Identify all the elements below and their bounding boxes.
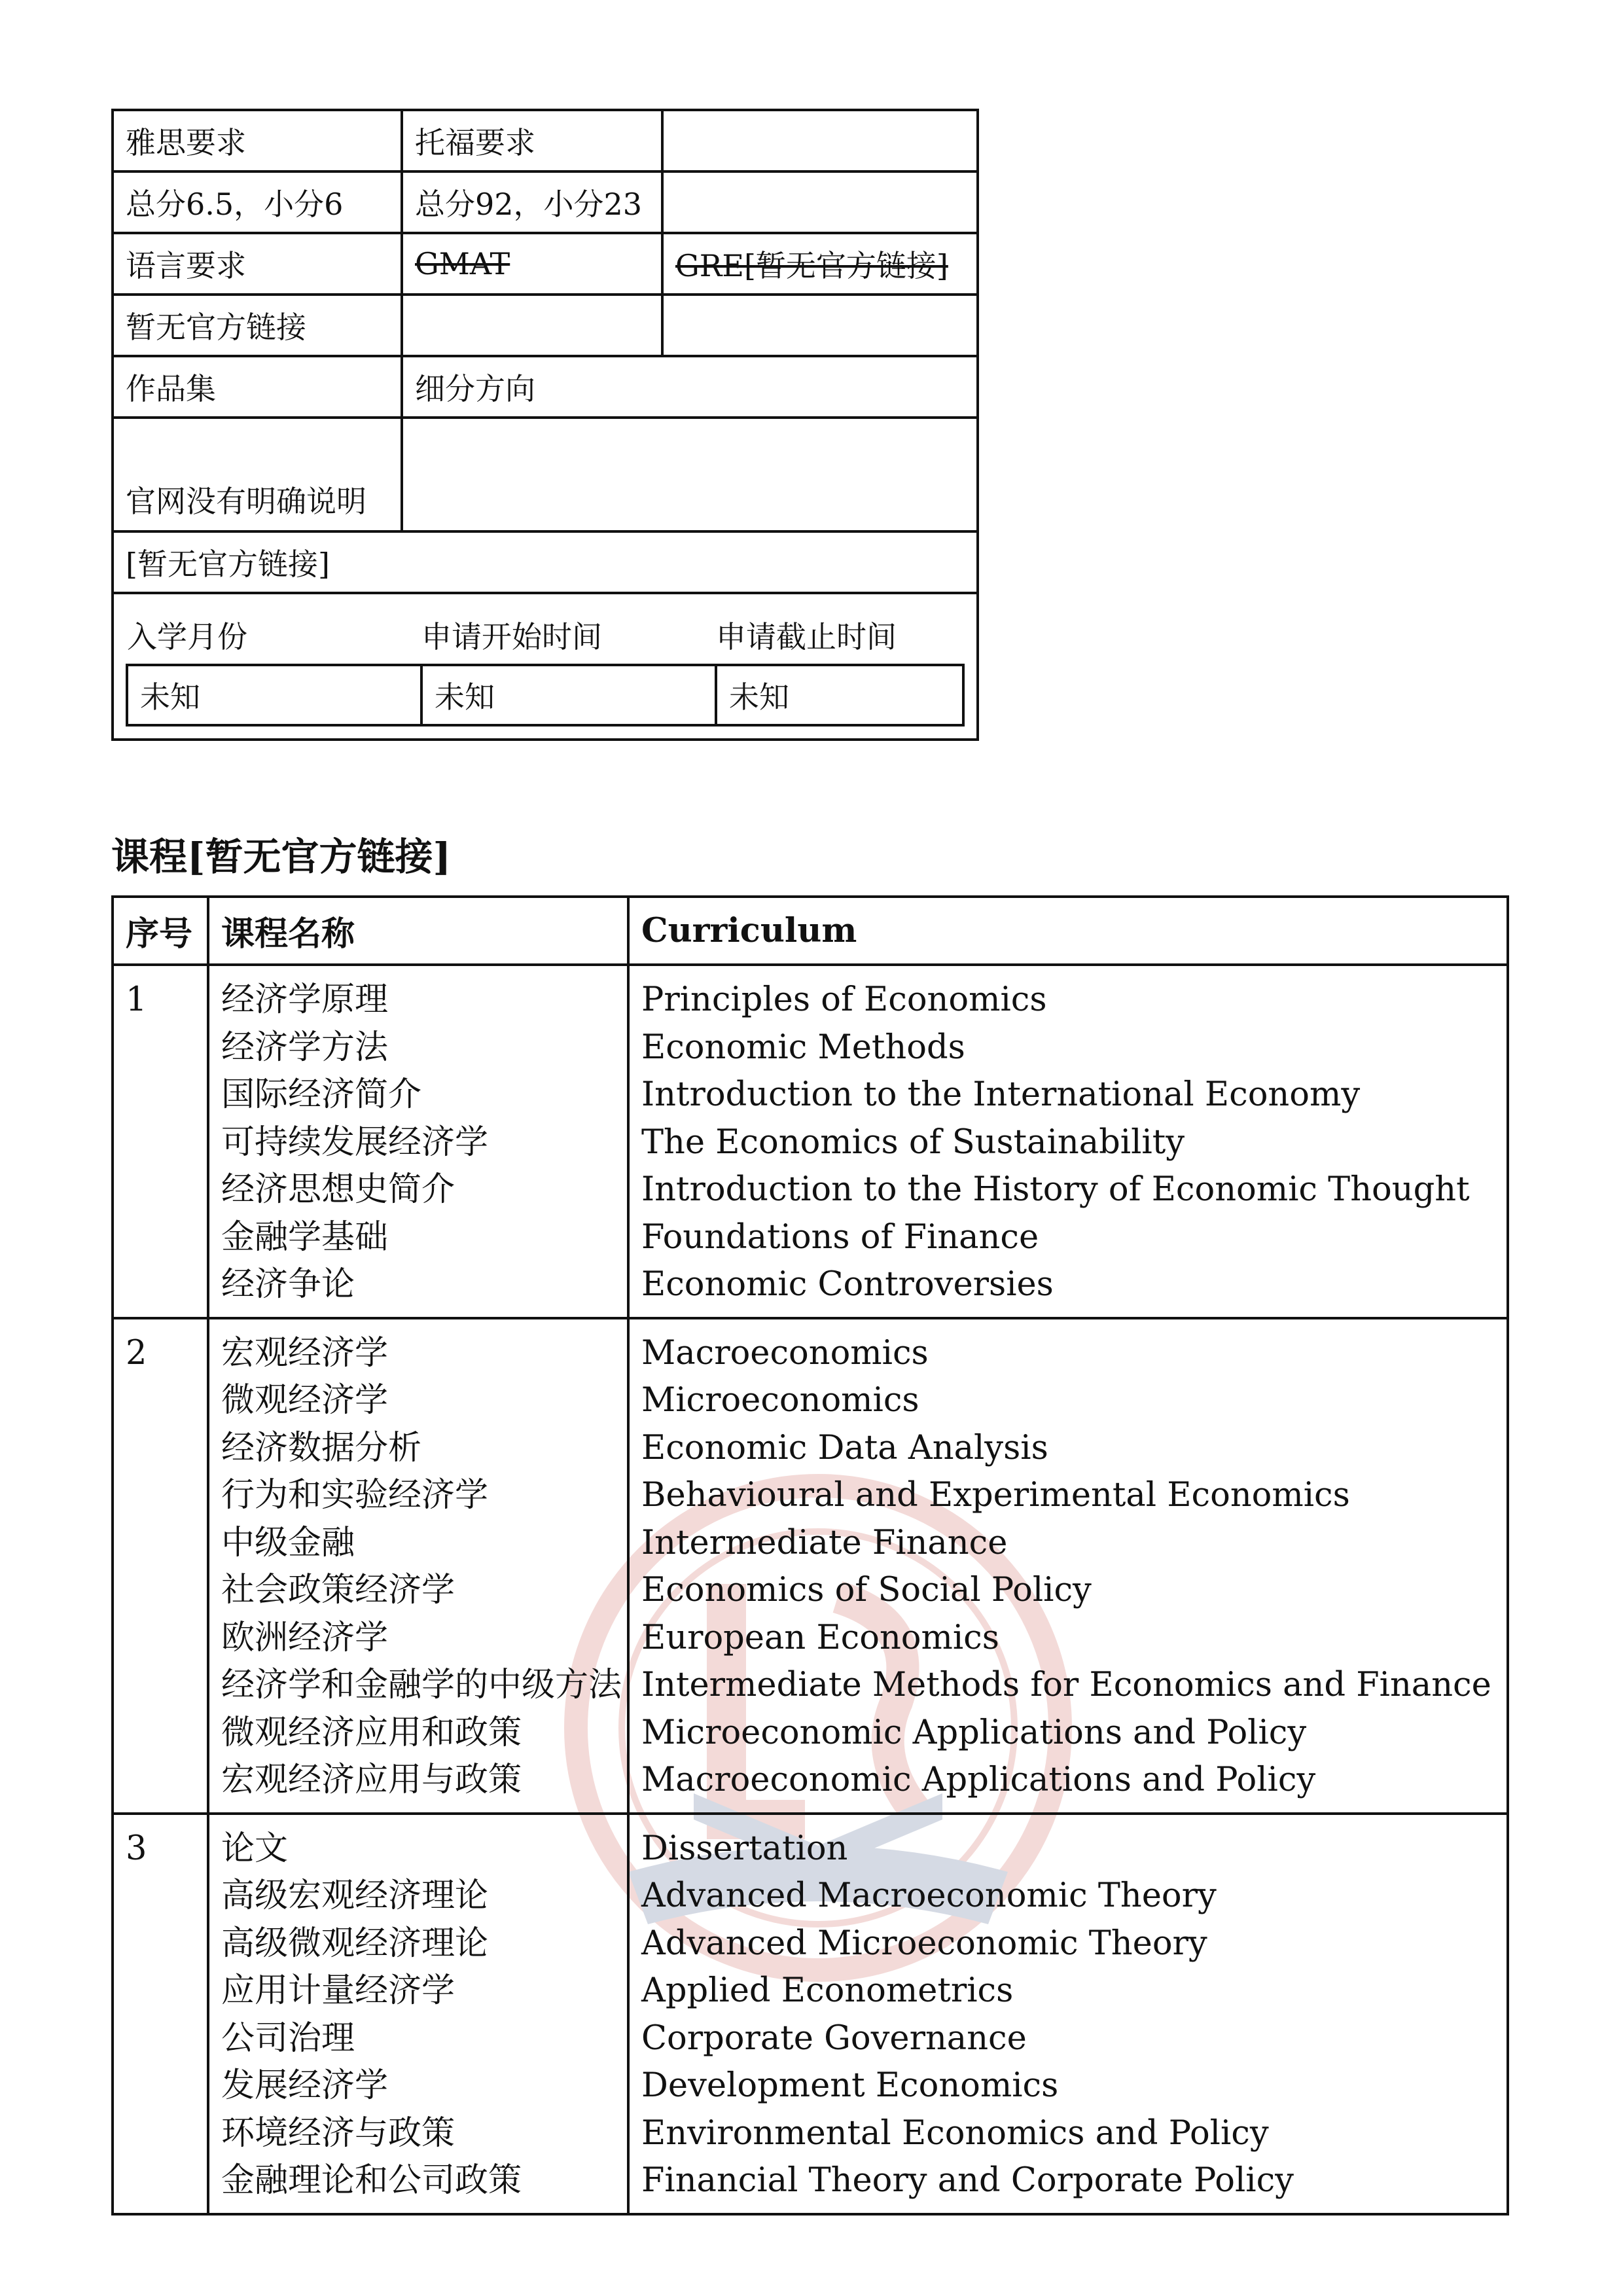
- list-item: 欧洲经济学: [221, 1618, 389, 1657]
- list-item: 金融学基础: [221, 1217, 389, 1257]
- no-official-link-note: [暂无官方链接]: [113, 531, 978, 593]
- list-item: Principles of Economics: [641, 980, 1047, 1019]
- portfolio-value: 官网没有明确说明: [113, 418, 402, 531]
- list-item: 公司治理: [221, 2018, 355, 2058]
- year-number: 3: [113, 1814, 208, 2214]
- gmat-label: GMAT: [402, 233, 662, 295]
- list-item: 宏观经济学: [221, 1333, 389, 1372]
- list-item: Microeconomics: [641, 1381, 919, 1420]
- list-item: 经济学和金融学的中级方法: [221, 1666, 622, 1704]
- list-item: 经济思想史简介: [221, 1170, 455, 1209]
- list-item: 经济学原理: [221, 980, 389, 1019]
- list-item: 应用计量经济学: [221, 1971, 455, 2010]
- language-link-note: 暂无官方链接: [113, 295, 402, 356]
- list-item: 经济学方法: [221, 1028, 389, 1067]
- list-item: 宏观经济应用与政策: [221, 1761, 522, 1799]
- list-item: Intermediate Finance: [641, 1523, 1008, 1562]
- course-names-en: [628, 1318, 1508, 1814]
- year-number: 1: [113, 965, 208, 1318]
- table-row: [113, 965, 1508, 1318]
- list-item: Macroeconomic Applications and Policy: [641, 1761, 1316, 1799]
- specialization-value: [402, 418, 978, 531]
- list-item: Behavioural and Experimental Economics: [641, 1476, 1350, 1515]
- list-item: 行为和实验经济学: [221, 1476, 489, 1515]
- list-item: Advanced Microeconomic Theory: [641, 1924, 1207, 1963]
- list-item: Economics of Social Policy: [641, 1571, 1092, 1609]
- table-row: [113, 110, 978, 171]
- empty-cell: [662, 295, 978, 356]
- list-item: 中级金融: [221, 1523, 355, 1562]
- list-item: Environmental Economics and Policy: [641, 2113, 1269, 2153]
- list-item: Advanced Macroeconomic Theory: [641, 1876, 1217, 1915]
- empty-cell: [402, 295, 662, 356]
- toefl-score: 总分92，小分23: [402, 171, 662, 233]
- intake-month-value: 未知: [127, 665, 421, 725]
- list-item: European Economics: [641, 1618, 999, 1657]
- course-names-en: [628, 1814, 1508, 2214]
- course-names-cn: [208, 1318, 628, 1814]
- list-item: Dissertation: [641, 1829, 848, 1868]
- list-item: Foundations of Finance: [641, 1217, 1039, 1257]
- course-names-cn: [208, 965, 628, 1318]
- gre-label: GRE[暂无官方链接]: [662, 233, 978, 295]
- list-item: 环境经济与政策: [221, 2113, 455, 2153]
- table-row: [113, 1814, 1508, 2214]
- list-item: Economic Data Analysis: [641, 1428, 1048, 1467]
- list-item: Corporate Governance: [641, 2018, 1027, 2058]
- column-header-course-name: 课程名称: [208, 897, 628, 965]
- table-row: [113, 356, 978, 418]
- empty-cell: [662, 110, 978, 171]
- list-item: Economic Methods: [641, 1028, 965, 1067]
- list-item: 国际经济简介: [221, 1075, 422, 1114]
- list-item: 微观经济应用和政策: [221, 1713, 522, 1752]
- table-row: [113, 418, 978, 531]
- curriculum-section-title: 课程[暂无官方链接]: [111, 834, 451, 879]
- list-item: Applied Econometrics: [641, 1971, 1014, 2010]
- ielts-score: 总分6.5，小分6: [113, 171, 402, 233]
- table-row: [113, 171, 978, 233]
- list-item: 经济争论: [221, 1265, 355, 1304]
- application-start-value: 未知: [421, 665, 716, 725]
- empty-cell: [662, 171, 978, 233]
- list-item: 论文: [221, 1829, 289, 1868]
- application-start-label: 申请开始时间: [421, 606, 716, 665]
- list-item: Development Economics: [641, 2066, 1059, 2105]
- list-item: 可持续发展经济学: [221, 1122, 489, 1162]
- application-dates-cell: [113, 593, 978, 740]
- ielts-label: 雅思要求: [113, 110, 402, 171]
- list-item: Financial Theory and Corporate Policy: [641, 2161, 1294, 2200]
- course-names-en: [628, 965, 1508, 1318]
- table-row: [113, 295, 978, 356]
- intake-month-label: 入学月份: [127, 606, 421, 665]
- list-item: Economic Controversies: [641, 1265, 1054, 1304]
- list-item: 高级宏观经济理论: [221, 1876, 489, 1915]
- toefl-label: 托福要求: [402, 110, 662, 171]
- column-header-number: 序号: [113, 897, 208, 965]
- list-item: 微观经济学: [221, 1381, 389, 1420]
- list-item: The Economics of Sustainability: [641, 1122, 1185, 1162]
- portfolio-label: 作品集: [113, 356, 402, 418]
- table-row: [113, 531, 978, 593]
- language-requirement-label: 语言要求: [113, 233, 402, 295]
- year-number: 2: [113, 1318, 208, 1814]
- curriculum-table: [111, 895, 1509, 2215]
- application-dates-table: [126, 606, 965, 726]
- requirements-table: [111, 109, 979, 741]
- list-item: Intermediate Methods for Economics and Finance: [641, 1666, 1491, 1704]
- list-item: Introduction to the History of Economic Thought: [641, 1170, 1470, 1209]
- list-item: 社会政策经济学: [221, 1571, 455, 1609]
- application-deadline-value: 未知: [716, 665, 963, 725]
- list-item: Introduction to the International Economy: [641, 1075, 1361, 1114]
- column-header-curriculum: Curriculum: [628, 897, 1508, 965]
- course-names-cn: [208, 1814, 628, 2214]
- list-item: 经济数据分析: [221, 1428, 422, 1467]
- table-row: [113, 1318, 1508, 1814]
- list-item: 发展经济学: [221, 2066, 389, 2105]
- list-item: 高级微观经济理论: [221, 1924, 489, 1963]
- table-row: [113, 233, 978, 295]
- list-item: Macroeconomics: [641, 1333, 929, 1372]
- table-row: [113, 593, 978, 740]
- application-deadline-label: 申请截止时间: [716, 606, 963, 665]
- list-item: 金融理论和公司政策: [221, 2161, 522, 2200]
- list-item: Microeconomic Applications and Policy: [641, 1713, 1307, 1752]
- specialization-label: 细分方向: [402, 356, 978, 418]
- table-header-row: [113, 897, 1508, 965]
